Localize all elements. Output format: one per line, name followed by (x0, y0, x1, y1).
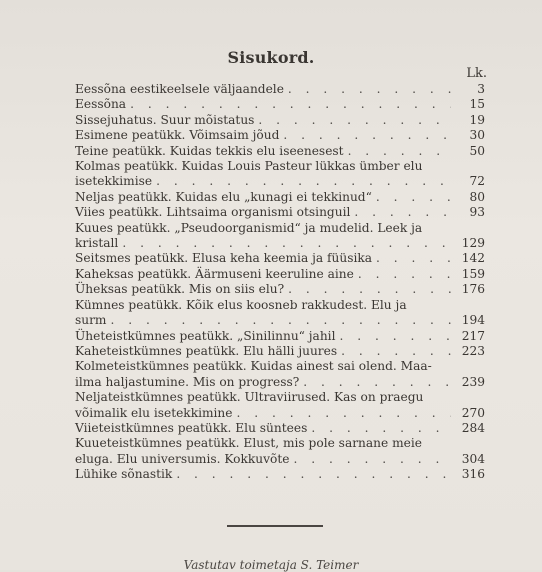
toc-entry: Esimene peatükk. Võimsaim jõud . . . 30 (75, 128, 485, 143)
toc-page-number: 50 (469, 143, 485, 158)
toc-page-number: 159 (461, 266, 485, 281)
toc-page-number: 194 (461, 313, 485, 328)
toc-page-number: 72 (469, 174, 485, 189)
toc-entry: Kolmas peatükk. Kuidas Louis Pasteur lükkas ümber elu isetekkimise . . . 72 (75, 159, 485, 190)
toc-entry: Eessõna eestikeelsele väljaandele . . . 3 (75, 82, 485, 97)
toc-entry: Viieteistkümnes peatükk. Elu süntees . . . 284 (75, 421, 485, 436)
toc-page-number: 30 (469, 128, 485, 143)
toc-page-number: 176 (461, 282, 485, 297)
toc-page-number: 217 (461, 328, 485, 343)
toc-page-number: 15 (469, 97, 485, 112)
table-of-contents (75, 82, 485, 483)
toc-entry: Teine peatükk. Kuidas tekkis elu iseenesest . . . 50 (75, 144, 485, 159)
footer-editor-credit: Vastutav toimetaja S. Teimer (183, 558, 359, 572)
toc-entry: Sissejuhatus. Suur mõistatus . . . 19 (75, 113, 485, 128)
toc-page-number: 19 (469, 112, 485, 127)
toc-entry: Kaheteistkümnes peatükk. Elu hälli juures . . . 223 (75, 344, 485, 359)
toc-page-number: 223 (461, 343, 485, 358)
toc-entry: Kümnes peatükk. Kõik elus koosneb rakkudest. Elu ja surm . . . 194 (75, 298, 485, 329)
toc-entry: Üheksas peatükk. Mis on siis elu? . . . 176 (75, 282, 485, 297)
toc-page-number: 142 (461, 251, 485, 266)
page-column-header: Lk. (466, 66, 487, 81)
toc-page-number: 93 (469, 205, 485, 220)
page-title: Sisukord. (227, 48, 315, 67)
divider-rule (227, 525, 323, 527)
toc-entry: Kuues peatükk. „Pseudoorganismid“ ja mudelid. Leek ja kristall . . . 129 (75, 221, 485, 252)
toc-entry: Üheteistkümnes peatükk. „Sinilinnu“ jahil . . . 217 (75, 329, 485, 344)
toc-entry: Neljateistkümnes peatükk. Ultraviirused. Kas on praegu võimalik elu isetekkimine . . . 270 (75, 390, 485, 421)
toc-entry: Seitsmes peatükk. Elusa keha keemia ja füüsika . . . 142 (75, 251, 485, 266)
toc-page-number: 284 (461, 420, 485, 435)
toc-page-number: 304 (461, 451, 485, 466)
toc-page-number: 239 (461, 374, 485, 389)
toc-entry: Eessõna . . . 15 (75, 97, 485, 112)
toc-page-number: 270 (461, 405, 485, 420)
toc-page-number: 129 (461, 236, 485, 251)
toc-entry: Viies peatükk. Lihtsaima organismi otsinguil . . . 93 (75, 205, 485, 220)
toc-page-number: 316 (461, 467, 485, 482)
toc-entry: Lühike sõnastik . . . 316 (75, 467, 485, 482)
toc-entry: Neljas peatükk. Kuidas elu „kunagi ei tekkinud“ . . . 80 (75, 190, 485, 205)
toc-entry: Kolmeteistkümnes peatükk. Kuidas ainest sai olend. Maa- ilma haljastumine. Mis on progress? . . . 239 (75, 359, 485, 390)
toc-page-number: 3 (477, 82, 485, 96)
toc-entry: Kaheksas peatükk. Äärmuseni keeruline aine . . . 159 (75, 267, 485, 282)
toc-page-number: 80 (469, 189, 485, 204)
toc-entry: Kuueteistkümnes peatükk. Elust, mis pole sarnane meie eluga. Elu universumis. Kokkuvõte . . . 304 (75, 436, 485, 467)
